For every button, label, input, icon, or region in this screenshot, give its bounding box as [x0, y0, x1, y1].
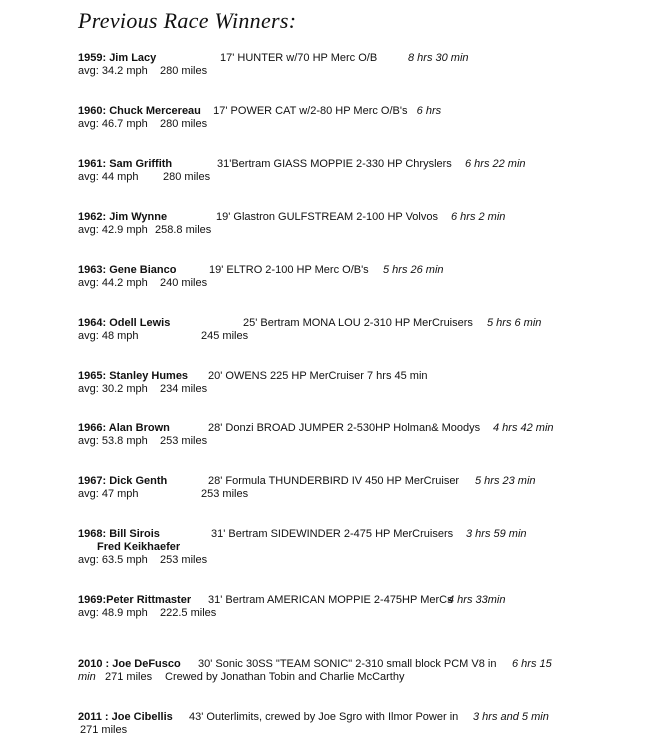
winner-header: 1969:Peter Rittmaster [78, 594, 192, 606]
boat-description: 43' Outerlimits, crewed by Joe Sgro with Ilmor Power in [189, 711, 459, 723]
boat-description: 17' HUNTER w/70 HP Merc O/B [220, 52, 378, 64]
winner-entry-1960 [78, 105, 441, 131]
boat-description: 28' Donzi BROAD JUMPER 2-530HP Holman& Moodys [208, 422, 481, 434]
race-distance: 271 miles [80, 724, 128, 736]
winner-header: 2011 : Joe Cibellis [78, 711, 173, 723]
race-distance: 234 miles [160, 383, 208, 395]
race-time: 6 hrs 2 min [451, 211, 506, 223]
winner-co-driver: Fred Keikhaefer [97, 541, 181, 553]
boat-description: 17' POWER CAT w/2-80 HP Merc O/B's [213, 105, 408, 117]
winner-header: 1967: Dick Genth [78, 475, 168, 487]
average-speed: avg: 48 mph [78, 330, 139, 342]
average-speed: avg: 46.7 mph [78, 118, 148, 130]
race-time: 3 hrs and 5 min [473, 711, 549, 723]
race-distance: 253 miles [160, 435, 208, 447]
race-time: 6 hrs [416, 105, 442, 117]
race-distance: 240 miles [160, 277, 208, 289]
race-distance: 271 miles [105, 671, 153, 683]
race-distance: 253 miles [201, 488, 249, 500]
race-distance: 258.8 miles [155, 224, 212, 236]
race-time-continued: min [78, 671, 96, 683]
boat-description: 20' OWENS 225 HP MerCruiser 7 hrs 45 min [208, 370, 428, 382]
average-speed: avg: 30.2 mph [78, 383, 148, 395]
average-speed: avg: 63.5 mph [78, 554, 148, 566]
race-time: 4 hrs 33min [448, 594, 506, 606]
average-speed: avg: 53.8 mph [78, 435, 148, 447]
winner-header: 2010 : Joe DeFusco [78, 658, 181, 670]
race-time: 3 hrs 59 min [466, 528, 527, 540]
winner-header: 1962: Jim Wynne [78, 211, 168, 223]
race-distance: 253 miles [160, 554, 208, 566]
race-time: 5 hrs 6 min [487, 317, 542, 329]
winner-header: 1959: Jim Lacy [78, 52, 157, 64]
boat-description: 19' Glastron GULFSTREAM 2-100 HP Volvos [216, 211, 438, 223]
average-speed: avg: 48.9 mph [78, 607, 148, 619]
page-title: Previous Race Winners: [78, 8, 297, 33]
winner-header: 1965: Stanley Humes [78, 370, 189, 382]
winner-header: 1968: Bill Sirois [78, 528, 160, 540]
entry-line [78, 105, 441, 118]
average-speed: avg: 34.2 mph [78, 65, 148, 77]
race-time: 6 hrs 15 [512, 658, 552, 670]
race-time: 4 hrs 42 min [493, 422, 554, 434]
winner-header: 1963: Gene Bianco [78, 264, 177, 276]
race-distance: 280 miles [160, 118, 208, 130]
boat-description: 31'Bertram GIASS MOPPIE 2-330 HP Chryslers [217, 158, 452, 170]
race-time: 5 hrs 23 min [475, 475, 536, 487]
boat-description: 19' ELTRO 2-100 HP Merc O/B's [209, 264, 369, 276]
crew-note: Crewed by Jonathan Tobin and Charlie McCarthy [165, 671, 405, 683]
winner-header: 1961: Sam Griffith [78, 158, 173, 170]
average-speed: avg: 44 mph [78, 171, 139, 183]
winner-header: 1966: Alan Brown [78, 422, 170, 434]
average-speed: avg: 44.2 mph [78, 277, 148, 289]
boat-description: 30' Sonic 30SS "TEAM SONIC" 2-310 small block PCM V8 in [198, 658, 497, 670]
winner-header: 1960: Chuck Mercereau [78, 105, 201, 117]
race-distance: 280 miles [163, 171, 211, 183]
race-distance: 245 miles [201, 330, 249, 342]
winner-header: 1964: Odell Lewis [78, 317, 171, 329]
race-distance: 280 miles [160, 65, 208, 77]
boat-description: 31' Bertram SIDEWINDER 2-475 HP MerCruisers [211, 528, 454, 540]
race-distance: 222.5 miles [160, 607, 217, 619]
boat-description: 31' Bertram AMERICAN MOPPIE 2-475HP MerCs [208, 594, 453, 606]
race-time: 6 hrs 22 min [465, 158, 526, 170]
boat-description: 25' Bertram MONA LOU 2-310 HP MerCruisers [243, 317, 473, 329]
average-speed: avg: 47 mph [78, 488, 139, 500]
race-time: 5 hrs 26 min [383, 264, 444, 276]
boat-description: 28' Formula THUNDERBIRD IV 450 HP MerCruiser [208, 475, 460, 487]
race-time: 8 hrs 30 min [408, 52, 469, 64]
average-speed: avg: 42.9 mph [78, 224, 148, 236]
